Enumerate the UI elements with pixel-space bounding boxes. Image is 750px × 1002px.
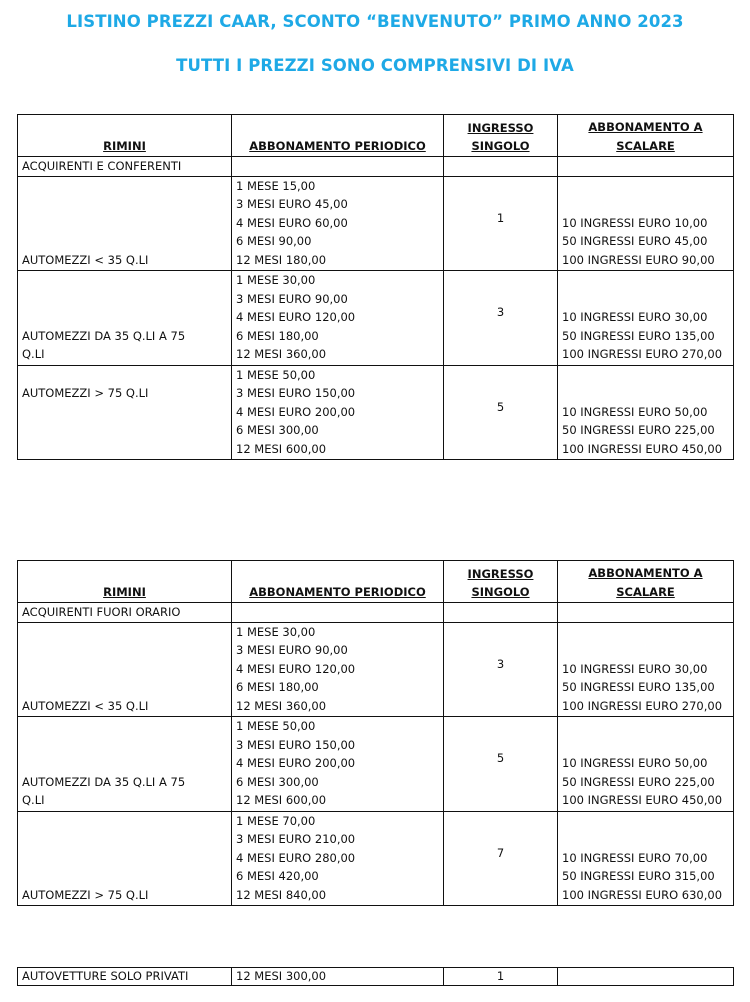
header-periodic: ABBONAMENTO PERIODICO [232, 115, 444, 157]
single-entry-price: 5 [444, 717, 558, 812]
scaling-prices [558, 968, 734, 986]
single-entry-price: 3 [444, 271, 558, 366]
vehicle-label: AUTOMEZZI < 35 Q.LI [18, 622, 232, 717]
vehicle-label: AUTOMEZZI < 35 Q.LI [18, 176, 232, 271]
vehicle-label: AUTOMEZZI DA 35 Q.LI A 75 Q.LI [18, 271, 232, 366]
periodic-prices: 1 MESE 70,00 3 MESI EURO 210,00 4 MESI EURO 280,00 6 MESI 420,00 12 MESI 840,00 [232, 811, 444, 906]
periodic-prices: 1 MESE 50,00 3 MESI EURO 150,00 4 MESI EURO 200,00 6 MESI 300,00 12 MESI 600,00 [232, 717, 444, 812]
table-header-row [18, 115, 734, 157]
periodic-prices: 1 MESE 15,00 3 MESI EURO 45,00 4 MESI EURO 60,00 6 MESI 90,00 12 MESI 180,00 [232, 176, 444, 271]
periodic-prices: 12 MESI 300,00 [232, 968, 444, 986]
section-label: ACQUIRENTI E CONFERENTI [18, 157, 232, 177]
periodic-prices: 1 MESE 50,00 3 MESI EURO 150,00 4 MESI EURO 200,00 6 MESI 300,00 12 MESI 600,00 [232, 365, 444, 460]
table-row [18, 811, 734, 906]
section-row [18, 157, 734, 177]
periodic-prices: 1 MESE 30,00 3 MESI EURO 90,00 4 MESI EURO 120,00 6 MESI 180,00 12 MESI 360,00 [232, 622, 444, 717]
single-entry-price: 1 [444, 176, 558, 271]
price-table-fuori-orario [17, 560, 734, 906]
periodic-prices: 1 MESE 30,00 3 MESI EURO 90,00 4 MESI EURO 120,00 6 MESI 180,00 12 MESI 360,00 [232, 271, 444, 366]
table-row [18, 968, 734, 986]
section-row [18, 603, 734, 623]
price-table-autovetture [17, 967, 734, 986]
table-header-row [18, 561, 734, 603]
scaling-prices: 10 INGRESSI EURO 30,00 50 INGRESSI EURO 135,00 100 INGRESSI EURO 270,00 [558, 622, 734, 717]
vehicle-label: AUTOMEZZI > 75 Q.LI [18, 811, 232, 906]
header-periodic: ABBONAMENTO PERIODICO [232, 561, 444, 603]
scaling-prices: 10 INGRESSI EURO 50,00 50 INGRESSI EURO 225,00 100 INGRESSI EURO 450,00 [558, 365, 734, 460]
single-entry-price: 3 [444, 622, 558, 717]
table-row [18, 271, 734, 366]
header-scaling: ABBONAMENTO A SCALARE [558, 561, 734, 603]
header-scaling: ABBONAMENTO A SCALARE [558, 115, 734, 157]
header-location: RIMINI [18, 115, 232, 157]
scaling-prices: 10 INGRESSI EURO 30,00 50 INGRESSI EURO 135,00 100 INGRESSI EURO 270,00 [558, 271, 734, 366]
vehicle-label: AUTOMEZZI > 75 Q.LI [18, 365, 232, 460]
table-row [18, 622, 734, 717]
section-label: ACQUIRENTI FUORI ORARIO [18, 603, 232, 623]
document-subtitle: TUTTI I PREZZI SONO COMPRENSIVI DI IVA [176, 56, 574, 75]
header-single: INGRESSO SINGOLO [444, 115, 558, 157]
scaling-prices: 10 INGRESSI EURO 10,00 50 INGRESSI EURO 45,00 100 INGRESSI EURO 90,00 [558, 176, 734, 271]
price-table-conferenti [17, 114, 734, 460]
scaling-prices: 10 INGRESSI EURO 70,00 50 INGRESSI EURO 315,00 100 INGRESSI EURO 630,00 [558, 811, 734, 906]
single-entry-price: 1 [444, 968, 558, 986]
single-entry-price: 5 [444, 365, 558, 460]
single-entry-price: 7 [444, 811, 558, 906]
table-row [18, 176, 734, 271]
table-row [18, 365, 734, 460]
header-location: RIMINI [18, 561, 232, 603]
header-single: INGRESSO SINGOLO [444, 561, 558, 603]
table-row [18, 717, 734, 812]
vehicle-label: AUTOVETTURE SOLO PRIVATI [18, 968, 232, 986]
document-title: LISTINO PREZZI CAAR, SCONTO “BENVENUTO” PRIMO ANNO 2023 [66, 12, 684, 31]
vehicle-label: AUTOMEZZI DA 35 Q.LI A 75 Q.LI [18, 717, 232, 812]
scaling-prices: 10 INGRESSI EURO 50,00 50 INGRESSI EURO 225,00 100 INGRESSI EURO 450,00 [558, 717, 734, 812]
